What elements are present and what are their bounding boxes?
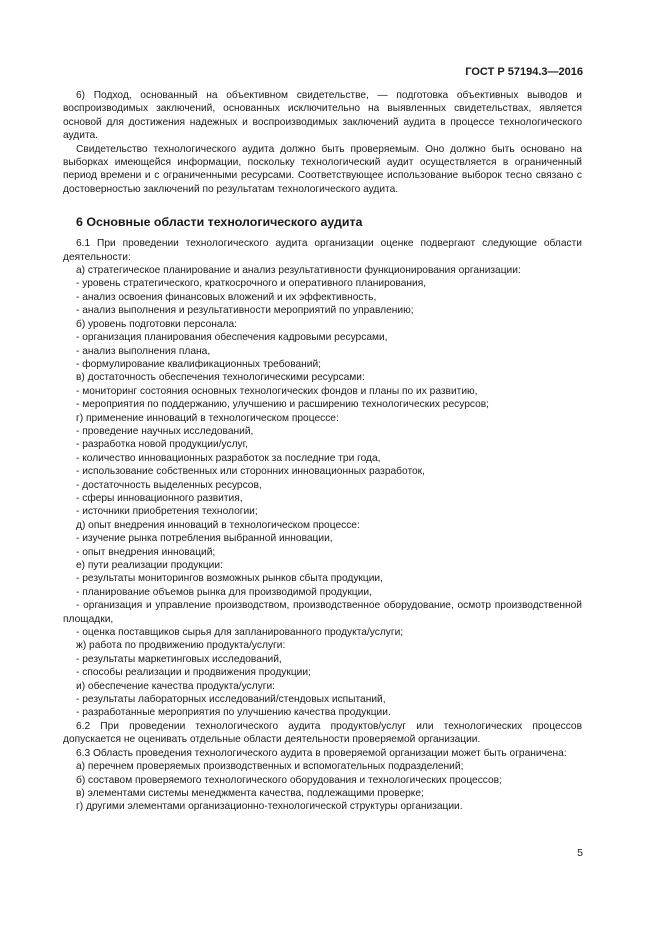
list-item: - мониторинг состояния основных технологических фондов и планы по их развитию, — [76, 385, 478, 397]
list-item: - организация планирования обеспечения кадровыми ресурсами, — [76, 332, 388, 344]
paragraph-evidence: Свидетельство технологического аудита должно быть проверяемым. Оно должно быть основано на выборках имеющейся информации, поскольку технологический аудит осуществляется в ограниченный период времени и с ограниченными ресурсами. Соответствующее использование выборок тесно связано с достоверностью заключений по результатам технологического аудита. — [63, 143, 582, 195]
list-item: - анализ освоения финансовых вложений и их эффективность, — [76, 291, 377, 303]
list-item: а) перечнем проверяемых производственных и вспомогательных подразделений; — [76, 761, 464, 773]
list-item: - мероприятия по поддержанию, улучшению и расширению технологических ресурсов; — [76, 399, 489, 411]
list-item: - анализ выполнения и результативности мероприятий по управлению; — [76, 305, 414, 317]
paragraph-6-1: 6.1 При проведении технологического аудита организации оценке подвергают следующие области деятельности: — [63, 238, 582, 263]
list-item: - результаты лабораторных исследований/стендовых испытаний, — [76, 694, 386, 706]
list-item: г) другими элементами организационно-технологической структуры организации. — [76, 801, 463, 813]
list-item: ж) работа по продвижению продукта/услуги: — [76, 640, 286, 652]
list-item: - сферы инновационного развития, — [76, 492, 243, 504]
list-item: - достаточность выделенных ресурсов, — [76, 479, 262, 491]
list-item: б) уровень подготовки персонала: — [76, 318, 237, 330]
list-item: - анализ выполнения плана, — [76, 345, 211, 357]
list-item: б) составом проверяемого технологического оборудования и технологических процессов; — [76, 774, 502, 786]
list-item: - источники приобретения технологии; — [76, 506, 258, 518]
list-item: е) пути реализации продукции: — [76, 560, 223, 571]
list-item: - уровень стратегического, краткосрочного и оперативного планирования, — [76, 278, 427, 290]
document-id: ГОСТ Р 57194.3—2016 — [465, 66, 583, 78]
list-item: - результаты мониторингов возможных рынков сбыта продукции, — [76, 573, 383, 585]
page-number: 5 — [577, 847, 583, 859]
list-item: - проведение научных исследований, — [76, 425, 254, 437]
page-content — [63, 89, 582, 814]
scope-list — [63, 760, 582, 814]
list-item: д) опыт внедрения инноваций в технологическом процессе: — [76, 519, 360, 531]
section-title: 6 Основные области технологического аудита — [76, 215, 363, 230]
list-item: - разработка новой продукции/услуг, — [76, 439, 248, 451]
list-item: - способы реализации и продвижения продукции; — [76, 667, 311, 679]
list-item: и) обеспечение качества продукта/услуги: — [76, 680, 275, 692]
list-item: - использование собственных или сторонних инновационных разработок, — [76, 466, 425, 478]
paragraph-approach: 6) Подход, основанный на объективном свидетельстве, — подготовка объективных выводов и воспроизводимых заключений, основанных исключительно на выявленных свидетельствах, является основой для достижения надежных и воспроизводимых заключений аудита в процессе технологического аудита. — [63, 90, 582, 142]
areas-list-continued — [63, 626, 582, 720]
list-item: - количество инновационных разработок за последние три года, — [76, 452, 381, 464]
list-item: - изучение рынка потребления выбранной инновации, — [76, 533, 333, 545]
list-item: - результаты маркетинговых исследований, — [76, 653, 282, 665]
list-item: - планирование объемов рынка для производимой продукции, — [76, 586, 372, 598]
list-item: в) элементами системы менеджмента качества, подлежащими проверке; — [76, 787, 424, 799]
paragraph-6-3: 6.3 Область проведения технологического аудита в проверяемой организации может быть ограничена: — [76, 747, 567, 759]
list-item: г) применение инноваций в технологическом процессе: — [76, 412, 339, 424]
list-item: - опыт внедрения инноваций; — [76, 546, 216, 558]
paragraph-6-2: 6.2 При проведении технологического аудита продуктов/услуг или технологических процессов допускается не оценивать отдельные области деятельности проверяемой организации. — [63, 720, 582, 746]
list-item: в) достаточность обеспечения технологическими ресурсами: — [76, 372, 365, 384]
list-item: - разработанные мероприятия по улучшению качества продукции. — [76, 707, 391, 719]
list-item: - оценка поставщиков сырья для запланированного продукта/услуги; — [76, 627, 404, 639]
list-item: - формулирование квалификационных требований; — [76, 358, 322, 370]
list-item: а) стратегическое планирование и анализ результативности функционирования организации: — [76, 265, 521, 277]
list-item: - организация и управление производством, производственное оборудование, осмотр производственной площадки, — [63, 600, 582, 625]
areas-list — [63, 264, 582, 599]
